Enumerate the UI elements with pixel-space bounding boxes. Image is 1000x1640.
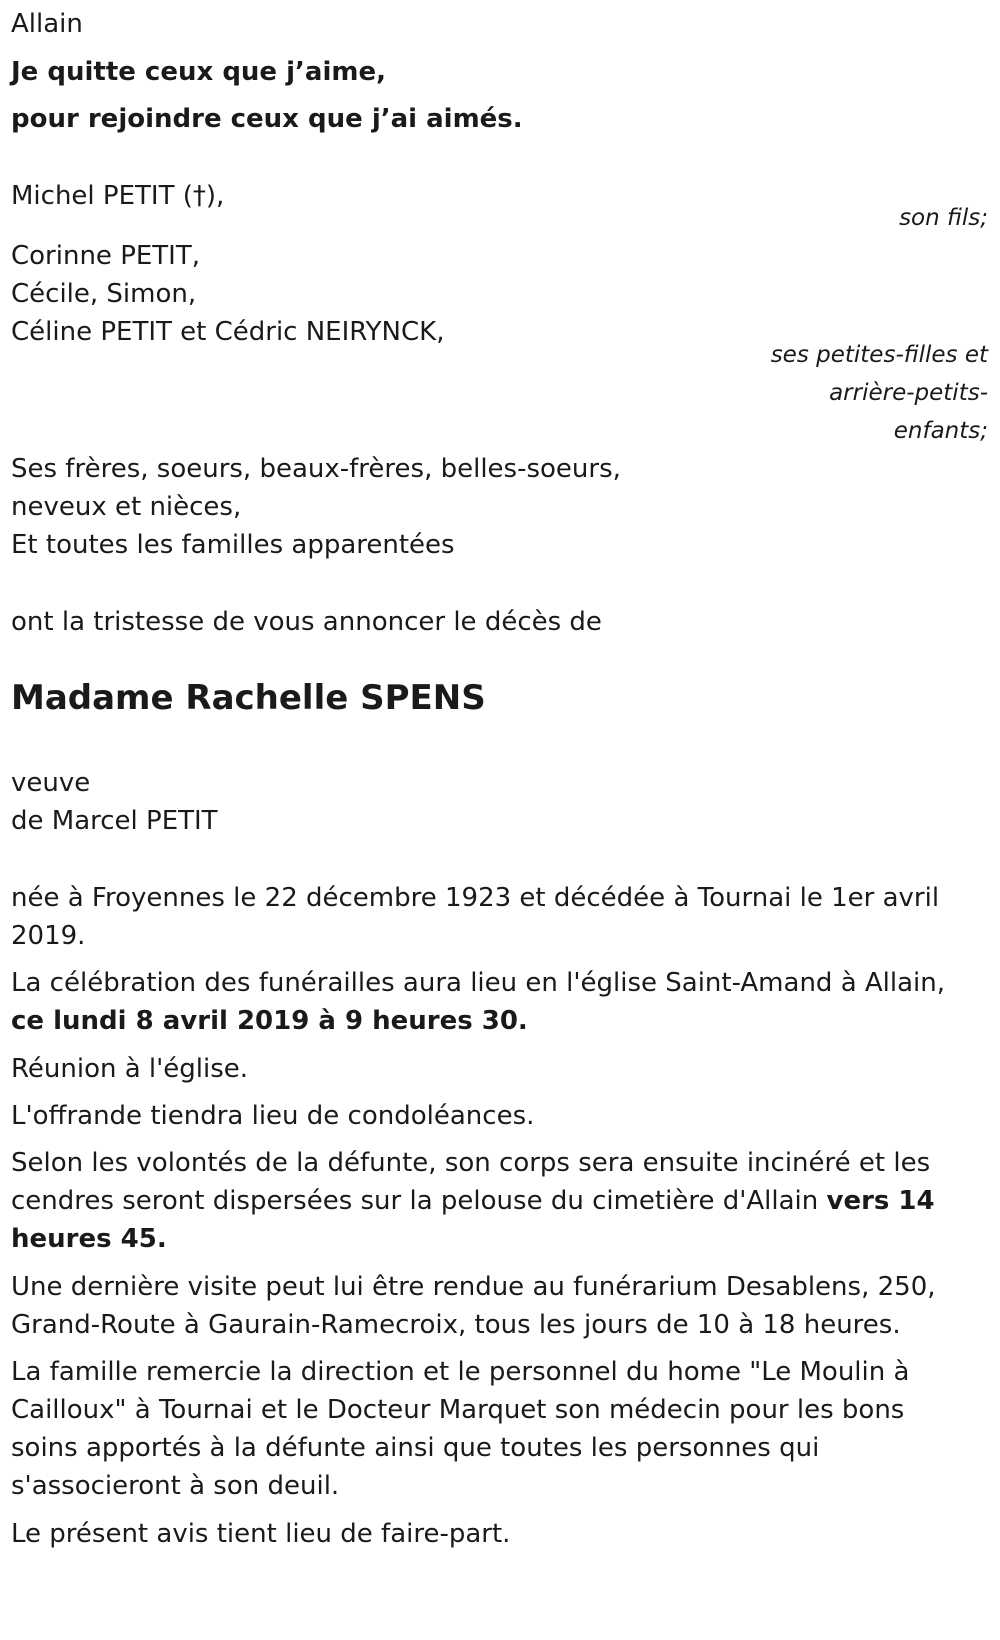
birth-death-line-1: née à Froyennes le 22 décembre 1923 et décédée à Tournai le 1er avril [11,883,940,913]
grandchildren-label-3: enfants; [893,418,988,444]
cremation-line-2 [11,1181,935,1221]
others-line-3: Et toutes les familles apparentées [11,530,455,560]
thanks-line-1: La famille remercie la direction et le personnel du home "Le Moulin à [11,1357,910,1387]
grandchild-line-1: Corinne PETIT, [11,241,200,271]
announcement: ont la tristesse de vous annoncer le décès de [11,607,602,637]
visit-line-2: Grand-Route à Gaurain-Ramecroix, tous les jours de 10 à 18 heures. [11,1310,901,1340]
son-label: son fils; [899,205,988,231]
grandchild-line-3: Céline PETIT et Cédric NEIRYNCK, [11,317,445,347]
notice: Le présent avis tient lieu de faire-part. [11,1519,511,1549]
others-line-1: Ses frères, soeurs, beaux-frères, belles-soeurs, [11,454,621,484]
birth-death-line-2: 2019. [11,921,86,951]
grandchild-line-2: Cécile, Simon, [11,279,197,309]
cremation-time-part-2: heures 45. [11,1224,167,1254]
meeting-note: Réunion à l'église. [11,1054,249,1084]
grandchildren-label-2: arrière-petits- [829,380,988,406]
offering-note: L'offrande tiendra lieu de condoléances. [11,1101,535,1131]
place-heading: Allain [11,9,83,39]
others-line-2: neveux et nièces, [11,492,242,522]
visit-line-1: Une dernière visite peut lui être rendue au funérarium Desablens, 250, [11,1272,936,1302]
deceased-name: Madame Rachelle SPENS [11,678,486,718]
status-line-1: veuve [11,768,91,798]
cremation-line-2-text: cendres seront dispersées sur la pelouse du cimetière d'Allain [11,1186,827,1216]
celebration-line-1: La célébration des funérailles aura lieu en l'église Saint-Amand à Allain, [11,968,946,998]
quote-line-2: pour rejoindre ceux que j’ai aimés. [11,104,523,134]
thanks-line-2: Cailloux" à Tournai et le Docteur Marquet son médecin pour les bons [11,1395,905,1425]
cremation-time-part-1: vers 14 [826,1186,935,1216]
family-son: Michel PETIT (†), [11,181,225,211]
thanks-line-3: soins apportés à la défunte ainsi que toutes les personnes qui [11,1433,820,1463]
cremation-line-1: Selon les volontés de la défunte, son corps sera ensuite incinéré et les [11,1148,931,1178]
thanks-line-4: s'associeront à son deuil. [11,1471,340,1501]
grandchildren-label-1: ses petites-filles et [770,342,988,368]
celebration-date: ce lundi 8 avril 2019 à 9 heures 30. [11,1006,528,1036]
quote-line-1: Je quitte ceux que j’aime, [11,57,386,87]
status-line-2: de Marcel PETIT [11,806,218,836]
